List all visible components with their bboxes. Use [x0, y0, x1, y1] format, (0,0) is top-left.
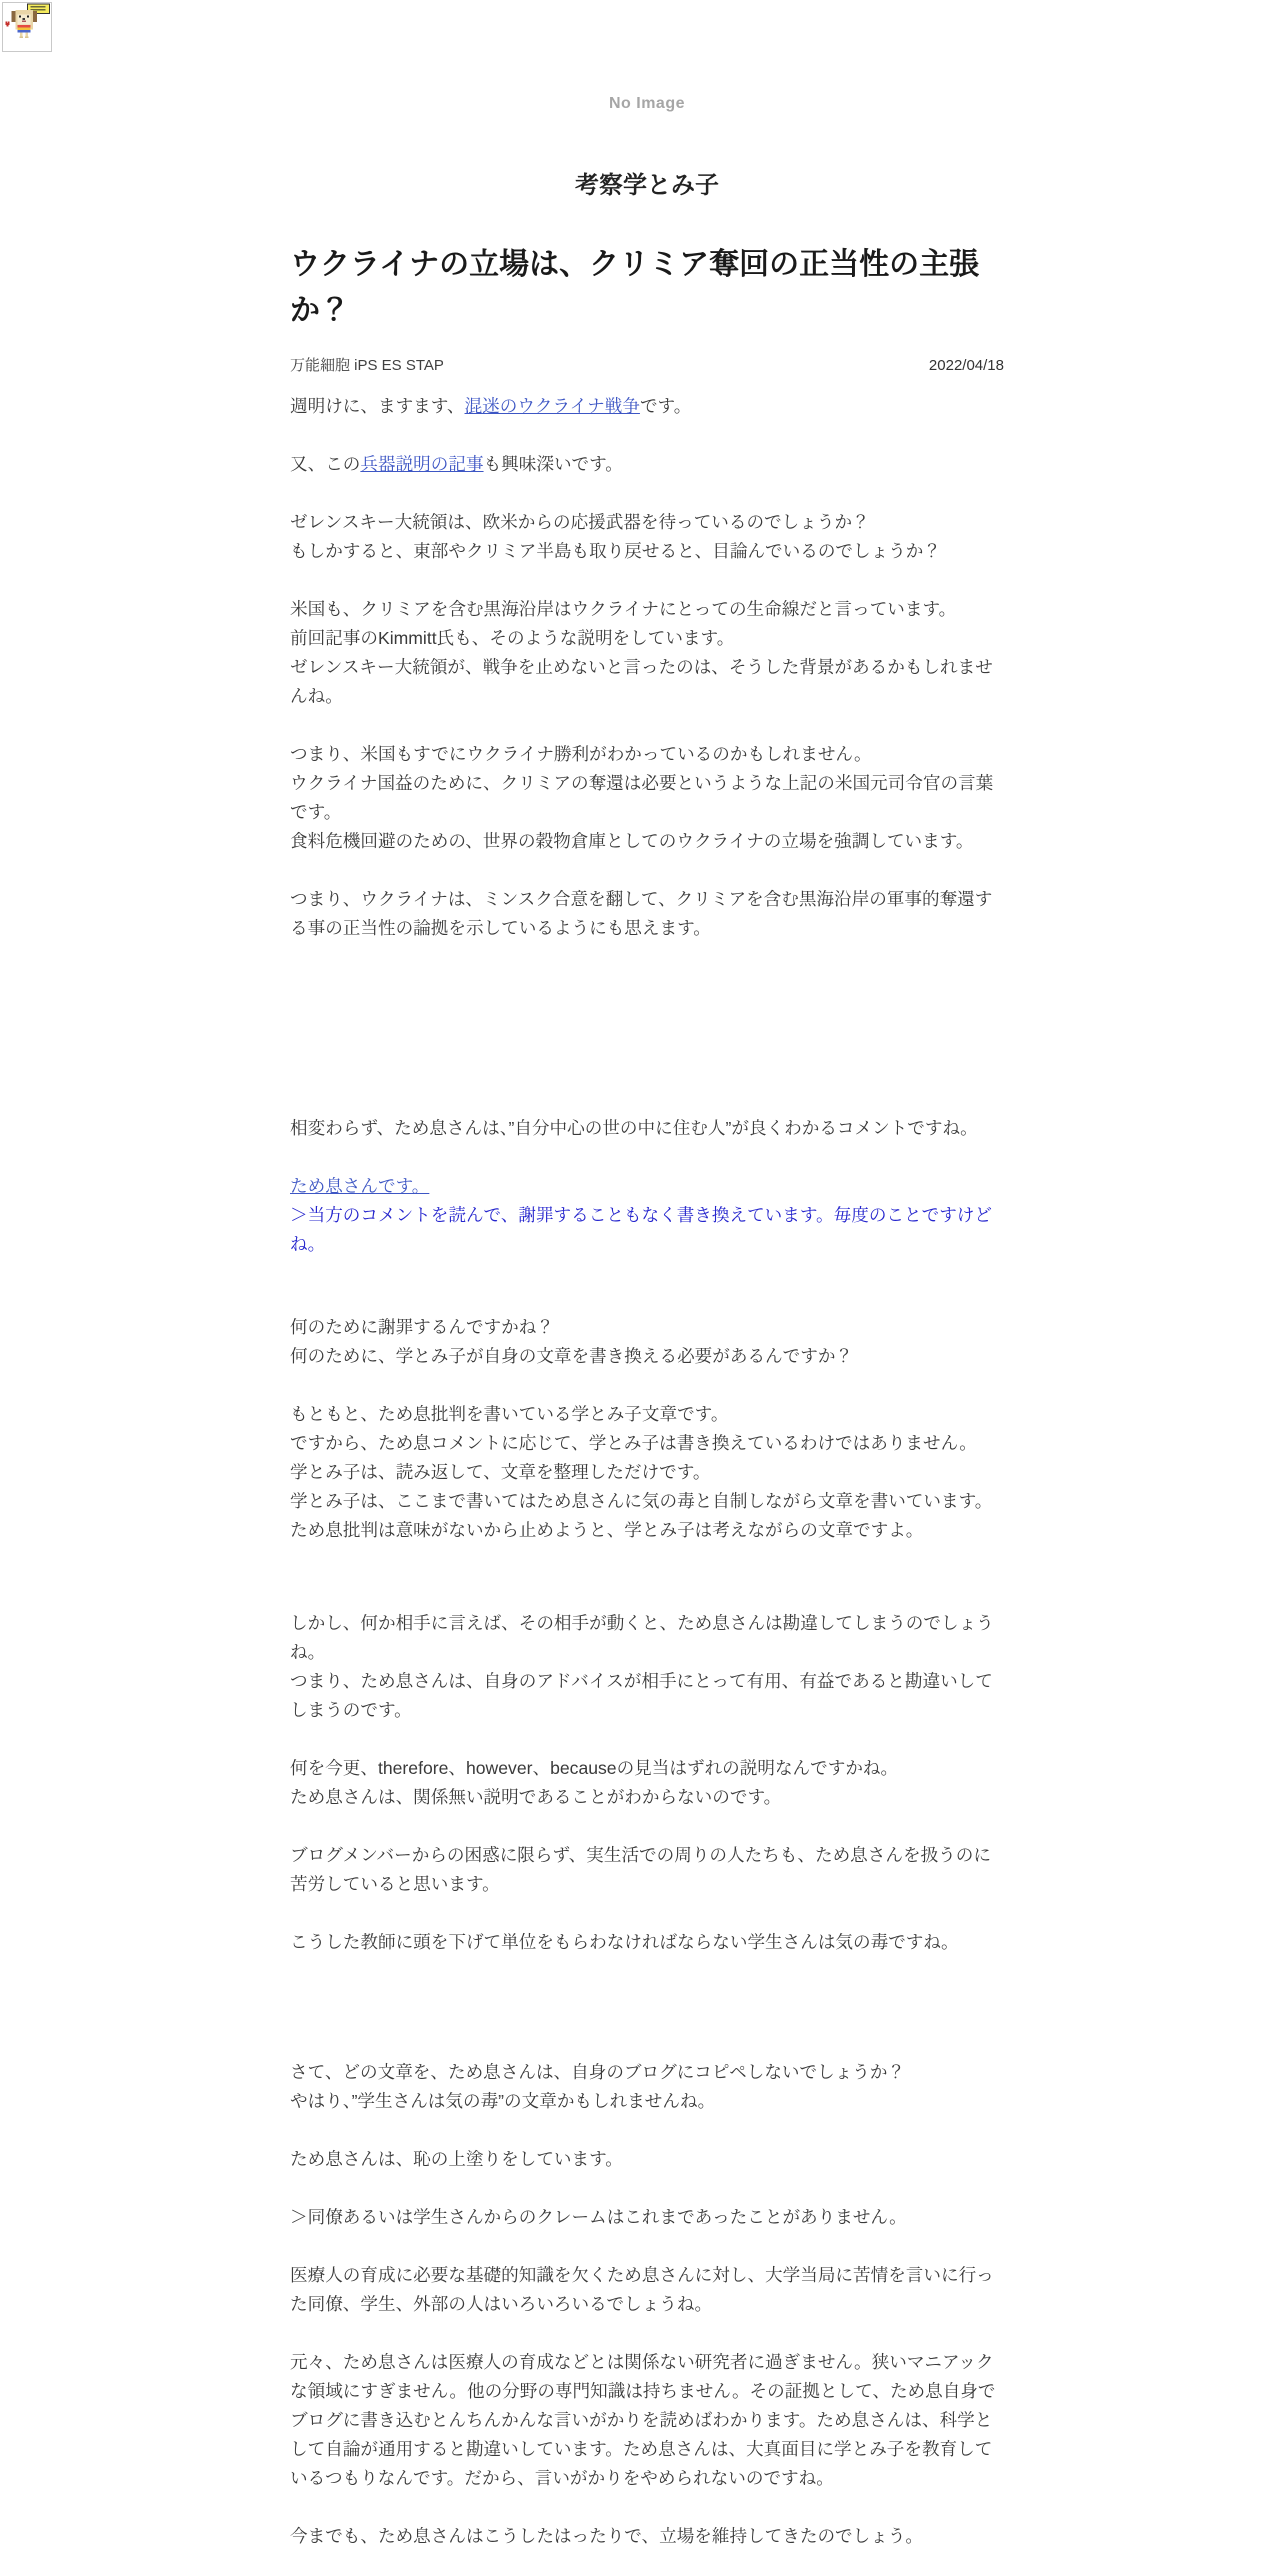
paragraph-shame: ため息さんは、恥の上塗りをしています。	[290, 2149, 623, 2169]
paragraph-copy-paste: さて、どの文章を、ため息さんは、自身のブログにコピペしないでしょうか？ やはり、”学生さんは気の毒”の文章かもしれませんね。	[290, 2062, 906, 2111]
paragraph-blog-members: ブログメンバーからの困惑に限らず、実生活での周りの人たちも、ため息さんを扱うのに苦労していると思います。	[290, 1845, 991, 1894]
post-title: ウクライナの立場は、クリミア奪回の正当性の主張か？	[290, 248, 980, 327]
blog-container	[290, 0, 1004, 2551]
text-run: も興味深いです。	[483, 454, 623, 474]
blog-header	[290, 95, 1004, 200]
paragraph-zelensky-questions: ゼレンスキー大統領は、欧米からの応援武器を待っているのでしょうか？ もしかすると、東部やクリミア半島も取り戻せると、目論んでいるのでしょうか？	[290, 512, 941, 561]
paragraph-us-victory: つまり、米国もすでにウクライナ勝利がわかっているのかもしれません。 ウクライナ国益のために、クリミアの奪還は必要というような上記の米国元司令官の言葉です。 食料危機回避のための、世界の穀物倉庫としてのウクライナの立場を強調しています。	[290, 744, 994, 851]
blog-post	[290, 242, 1004, 2551]
category-link[interactable]: 万能細胞 iPS ES STAP	[290, 357, 444, 374]
paragraph-researcher: 元々、ため息さんは医療人の育成などとは関係ない研究者に過ぎません。狭いマニアックな領域にすぎません。他の分野の専門知識は持ちません。その証拠として、ため息自身でブログに書き込むとんちんかんな言いがかりを読めばわかります。ため息さんは、科学として自論が通用すると勘違いしています。ため息さんは、大真面目に学とみ子を教育しているつもりなんです。だから、言いがかりをやめられないのですね。	[290, 2352, 996, 2488]
paragraph-rewrite-explanation: もともと、ため息批判を書いている学とみ子文章です。 ですから、ため息コメントに応じて、学とみ子は書き換えているわけではありません。 学とみ子は、読み返して、文章を整理しただけです。 学とみ子は、ここまで書いてはため息さんに気の毒と自制しながら文章を書いています。 ため息批判は意味がないから止めようと、学とみ子は考えながらの文章ですよ。	[290, 1404, 993, 1540]
paragraph-weapons-article	[290, 450, 1004, 479]
blog-title[interactable]: 考察学とみ子	[575, 172, 719, 199]
dog-pixel-icon	[3, 3, 51, 51]
tamesoku-link[interactable]: ため息さんです。	[290, 1176, 430, 1196]
post-date: 2022/04/18	[928, 357, 1004, 374]
paragraph-us-lifeline: 米国も、クリミアを含む黒海沿岸はウクライナにとっての生命線だと言っています。 前回記事のKimmitt氏も、そのような説明をしています。 ゼレンスキー大統領が、戦争を止めないと言ったのは、そうした背景があるかもしれませんね。	[290, 599, 993, 706]
dog-pixel-avatar-icon	[2, 2, 52, 52]
paragraph-misunderstanding: しかし、何か相手に言えば、その相手が動くと、ため息さんは勘違してしまうのでしょうね。 つまり、ため息さんは、自身のアドバイスが相手にとって有用、有益であると勘違いしてしまうのです。	[290, 1613, 994, 1720]
paragraph-minsk: つまり、ウクライナは、ミンスク合意を翻して、クリミアを含む黒海沿岸の軍事的奪還する事の正当性の論拠を示しているようにも思えます。	[290, 889, 993, 938]
post-meta	[290, 354, 1004, 375]
vertical-spacer	[290, 972, 1004, 1114]
text-run: です。	[639, 396, 692, 416]
paragraph-students-pity: こうした教師に頭を下げて単位をもらわなければならない学生さんは気の毒ですね。	[290, 1932, 959, 1952]
paragraph-why-apologize: 何のために謝罪するんですかね？ 何のために、学とみ子が自身の文章を書き換える必要があるんですか？	[290, 1317, 854, 1366]
tamesoku-link-line	[290, 1172, 1004, 1201]
ukraine-war-link[interactable]: 混迷のウクライナ戦争	[464, 396, 640, 416]
blog-image-placeholder: No Image	[608, 95, 685, 112]
quote-blue: ＞当方のコメントを読んで、謝罪することもなく書き換えています。毎度のことですけどね。	[290, 1205, 992, 1254]
text-run: 週明けに、ますます、	[290, 396, 465, 416]
vertical-spacer	[290, 1288, 1004, 1313]
paragraph-medical-training: 医療人の育成に必要な基礎的知識を欠くため息さんに対し、大学当局に苦情を言いに行った同僚、学生、外部の人はいろいろいるでしょうね。	[290, 2265, 994, 2314]
paragraph-comment-remark: 相変わらず、ため息さんは、”自分中心の世の中に住む人”が良くわかるコメントですね。	[290, 1118, 978, 1138]
quote-dark: ＞同僚あるいは学生さんからのクレームはこれまであったことがありません。	[290, 2207, 907, 2227]
vertical-spacer	[290, 1574, 1004, 1609]
paragraph-bluff: 今までも、ため息さんはこうしたはったりで、立場を維持してきたのでしょう。	[290, 2526, 924, 2546]
post-body	[290, 392, 1004, 2551]
vertical-spacer	[290, 1986, 1004, 2058]
paragraph-intro-war	[290, 392, 1004, 421]
weapons-article-link[interactable]: 兵器説明の記事	[360, 454, 484, 474]
paragraph-therefore-however: 何を今更、therefore、however、becauseの見当はずれの説明なんですかね。 ため息さんは、関係無い説明であることがわからないのです。	[290, 1758, 899, 1807]
text-run: 又、この	[290, 454, 361, 474]
